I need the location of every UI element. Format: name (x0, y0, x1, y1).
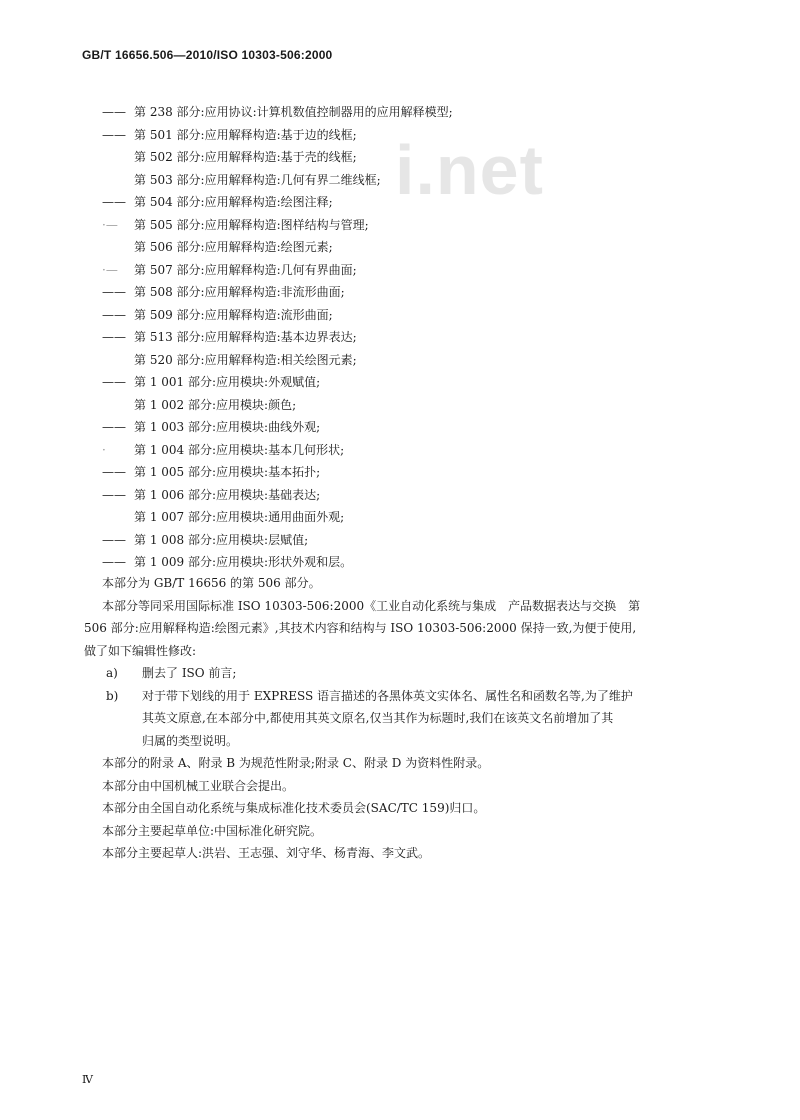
list-dash: —— (102, 195, 126, 209)
parts-list (102, 101, 742, 574)
edit-item-b-line-3: 归属的类型说明。 (142, 733, 239, 748)
list-item-text: 第 1 008 部分:应用模块:层赋值; (134, 532, 309, 547)
list-item-text: 第 1 002 部分:应用模块:颜色; (134, 397, 297, 412)
document-header: GB/T 16656.506—2010/ISO 10303-506:2000 (82, 48, 333, 62)
edit-item-b-text (142, 685, 742, 753)
list-dash: —— (102, 127, 126, 142)
paragraph-drafting-organization: 本部分主要起草单位:中国标准化研究院。 (102, 823, 323, 838)
list-dash: —— (102, 307, 126, 322)
parts-list-item (102, 281, 742, 304)
list-dash: —— (102, 105, 126, 119)
list-item-text: 第 506 部分:应用解释构造:绘图元素; (134, 240, 333, 254)
list-dash: —— (102, 465, 126, 479)
parts-list-item (102, 236, 742, 259)
list-dash: —— (102, 330, 126, 344)
paragraph-annexes: 本部分的附录 A、附录 B 为规范性附录;附录 C、附录 D 为资料性附录。 (102, 756, 490, 770)
list-item-text: 第 505 部分:应用解释构造:图样结构与管理; (134, 217, 369, 232)
list-dash: —— (102, 532, 126, 547)
parts-list-item (102, 529, 742, 552)
parts-list-item (102, 416, 742, 439)
edit-item-a (102, 662, 742, 685)
list-dash: ·— (102, 262, 118, 277)
parts-list-item (102, 326, 742, 349)
list-item-text: 第 502 部分:应用解释构造:基于壳的线框; (134, 150, 357, 164)
parts-list-item (102, 461, 742, 484)
paragraph-adoption-line-2: 506 部分:应用解释构造:绘图元素》,其技术内容和结构与 ISO 10303-506:2000 保持一致,为便于使用, (84, 621, 637, 635)
edit-item-b-line-1: 对于带下划线的用于 EXPRESS 语言描述的各黑体英文实体名、属性名和函数名等,为了维护 (142, 688, 633, 703)
paragraph-technical-committee: 本部分由全国自动化系统与集成标准化技术委员会(SAC/TC 159)归口。 (102, 801, 486, 815)
edit-item-b-line-2: 其英文原意,在本部分中,都使用其英文原名,仅当其作为标题时,我们在该英文名前增加了其 (142, 711, 614, 725)
parts-list-item (102, 349, 742, 372)
edit-item-a-text: 删去了 ISO 前言; (142, 666, 237, 680)
list-item-text: 第 508 部分:应用解释构造:非流形曲面; (134, 285, 345, 299)
list-dash: —— (102, 285, 126, 299)
list-item-text: 第 1 007 部分:应用模块:通用曲面外观; (134, 510, 345, 524)
parts-list-item (102, 259, 742, 282)
list-dash: —— (102, 375, 126, 389)
list-item-text: 第 520 部分:应用解释构造:相关绘图元素; (134, 352, 357, 367)
watermark: i.net (395, 131, 544, 209)
list-item-text: 第 1 003 部分:应用模块:曲线外观; (134, 420, 321, 434)
edit-item-b (102, 685, 742, 753)
list-item-text: 第 1 006 部分:应用模块:基础表达; (134, 487, 321, 502)
list-dash: —— (102, 487, 126, 502)
paragraph-adoption-line-1: 本部分等同采用国际标准 ISO 10303-506:2000《工业自动化系统与集成 产品数据表达与交换 第 (102, 598, 641, 613)
parts-list-item (102, 551, 742, 574)
parts-list-item (102, 506, 742, 529)
parts-list-item (102, 484, 742, 507)
parts-list-item (102, 124, 742, 147)
foreword-body (84, 572, 742, 865)
list-dash: —— (102, 420, 126, 434)
paragraph-proposer: 本部分由中国机械工业联合会提出。 (102, 778, 295, 793)
paragraph-drafters: 本部分主要起草人:洪岩、王志强、刘守华、杨青海、李文武。 (102, 846, 431, 860)
paragraph-part-number: 本部分为 GB/T 16656 的第 506 部分。 (102, 576, 321, 590)
list-item-text: 第 507 部分:应用解释构造:几何有界曲面; (134, 262, 357, 277)
list-item-text: 第 501 部分:应用解释构造:基于边的线框; (134, 127, 357, 142)
parts-list-item (102, 371, 742, 394)
list-item-text: 第 504 部分:应用解释构造:绘图注释; (134, 195, 333, 209)
list-item-text: 第 1 004 部分:应用模块:基本几何形状; (134, 442, 345, 457)
list-item-text: 第 1 009 部分:应用模块:形状外观和层。 (134, 555, 353, 569)
page-number: Ⅳ (82, 1073, 93, 1086)
parts-list-item (102, 191, 742, 214)
list-dash: · (102, 442, 106, 457)
list-dash: ·— (102, 217, 118, 232)
list-item-text: 第 503 部分:应用解释构造:几何有界二维线框; (134, 172, 381, 187)
parts-list-item (102, 146, 742, 169)
list-item-text: 第 238 部分:应用协议:计算机数值控制器用的应用解释模型; (134, 105, 453, 119)
parts-list-item (102, 214, 742, 237)
parts-list-item (102, 169, 742, 192)
list-item-text: 第 513 部分:应用解释构造:基本边界表达; (134, 330, 357, 344)
list-dash: —— (102, 555, 126, 569)
list-item-text: 第 509 部分:应用解释构造:流形曲面; (134, 307, 333, 322)
list-item-text: 第 1 001 部分:应用模块:外观赋值; (134, 375, 321, 389)
edit-item-b-marker: b) (106, 688, 119, 703)
list-item-text: 第 1 005 部分:应用模块:基本拓扑; (134, 465, 321, 479)
paragraph-adoption-line-3: 做了如下编辑性修改: (84, 643, 197, 658)
edit-item-a-marker: a) (106, 666, 118, 680)
parts-list-item (102, 304, 742, 327)
parts-list-item (102, 439, 742, 462)
parts-list-item (102, 394, 742, 417)
parts-list-item (102, 101, 742, 124)
